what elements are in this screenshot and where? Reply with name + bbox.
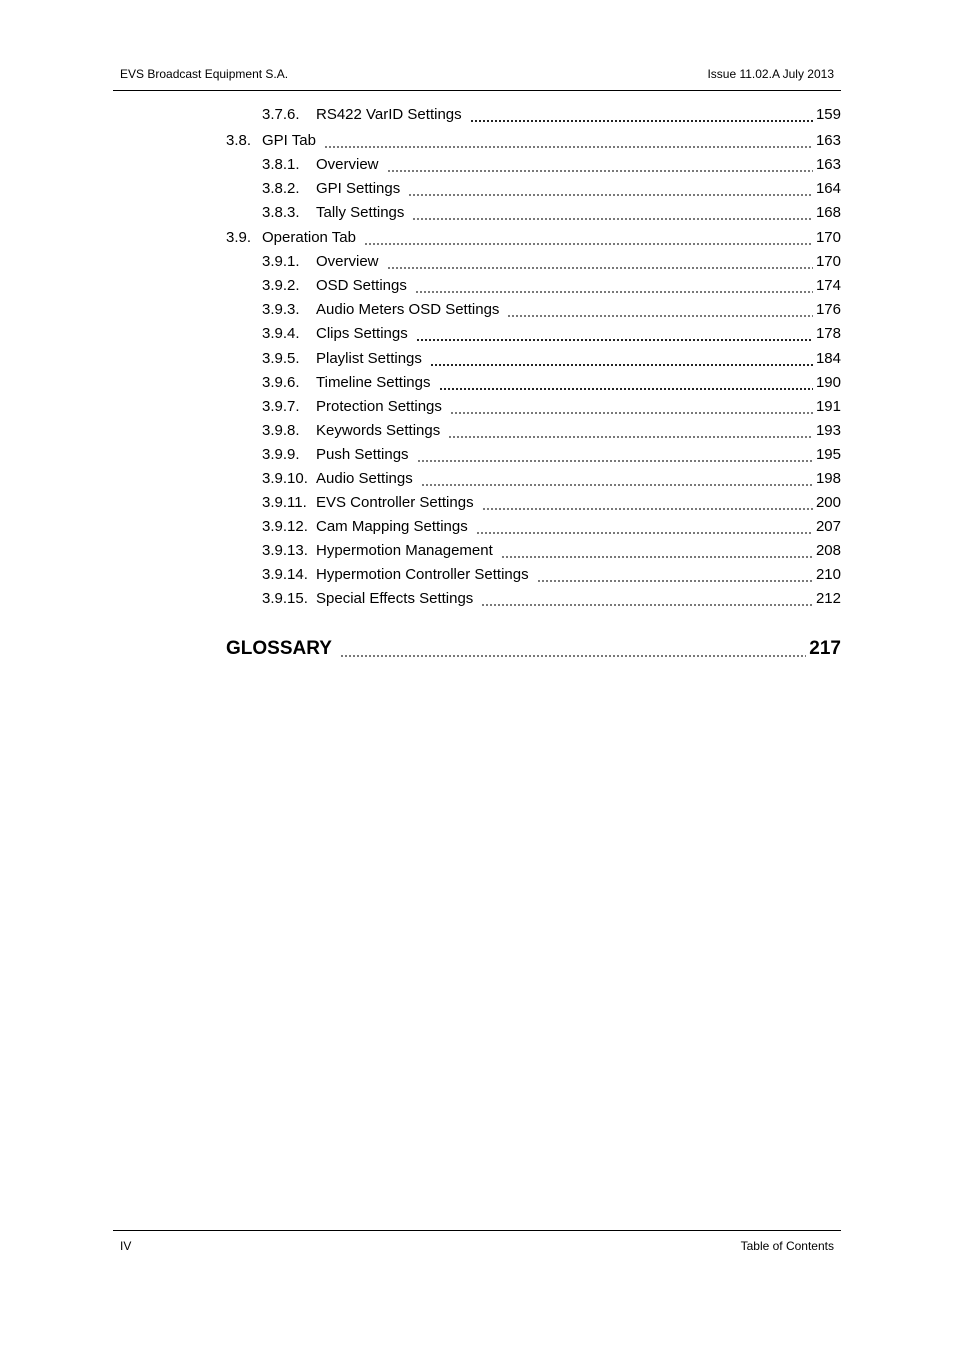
dot-leader [482,507,813,511]
toc-entry-page: 198 [815,470,841,487]
footer-section: Table of Contents [740,1239,834,1253]
toc-entry-number: 3.9.14. [262,566,308,583]
toc-entry-page: 174 [815,277,841,294]
toc-entry-number: 3.9.6. [262,374,300,391]
toc-entry[interactable] [262,494,841,516]
toc-entry[interactable] [262,350,841,372]
dot-leader [450,411,813,415]
toc-entry[interactable] [262,106,841,128]
toc-entry-page: 170 [815,253,841,270]
dot-leader [470,119,813,123]
toc-entry-number: 3.9.5. [262,350,300,367]
toc-entry-page: 178 [815,325,841,342]
toc-entry[interactable] [262,277,841,299]
dot-leader [481,603,813,607]
toc-entry-number: 3.8.2. [262,180,300,197]
toc-entry-title: EVS Controller Settings [316,494,474,511]
toc-entry-number: 3.8.1. [262,156,300,173]
dot-leader [476,531,813,535]
toc-entry-number: 3.9.8. [262,422,300,439]
toc-entry-page: 191 [815,398,841,415]
dot-leader [507,314,813,318]
toc-entry[interactable] [226,132,841,154]
toc-entry-title: Special Effects Settings [316,590,474,607]
toc-entry-number: 3.9.2. [262,277,300,294]
toc-entry[interactable] [262,180,841,202]
dot-leader [439,387,813,391]
dot-leader [416,338,813,342]
dot-leader [324,145,813,149]
toc-entry-title: Protection Settings [316,398,442,415]
toc-entry-page: 163 [815,156,841,173]
toc-entry[interactable] [262,590,841,612]
toc-entry-title: Cam Mapping Settings [316,518,468,535]
toc-entry[interactable] [262,470,841,492]
toc-entry-title: Hypermotion Management [316,542,493,559]
toc-entry-number: 3.9.10. [262,470,308,487]
toc-entry-title: RS422 VarID Settings [316,106,462,123]
toc-glossary-title: GLOSSARY [226,638,332,659]
toc-entry[interactable] [262,204,841,226]
page-header [113,60,841,91]
toc-entry-title: OSD Settings [316,277,407,294]
toc-entry-number: 3.9.7. [262,398,300,415]
toc-entry[interactable] [262,542,841,564]
toc-entry-number: 3.8. [226,132,252,149]
toc-entry[interactable] [262,398,841,420]
toc-entry-page: 193 [815,422,841,439]
toc-entry[interactable] [262,446,841,468]
toc-entry-page: 168 [815,204,841,221]
toc-entry-number: 3.9.9. [262,446,300,463]
toc-entry[interactable] [262,156,841,178]
dot-leader [415,290,813,294]
toc-entry-number: 3.9.15. [262,590,308,607]
toc-entry-number: 3.8.3. [262,204,300,221]
toc-entry-title: GPI Settings [316,180,401,197]
toc-entry-page: 163 [815,132,841,149]
dot-leader [430,363,813,367]
toc-entry[interactable] [262,422,841,444]
toc-entry-page: 195 [815,446,841,463]
toc-entry-page: 212 [815,590,841,607]
toc-entry-page: 184 [815,350,841,367]
toc-entry[interactable] [262,566,841,588]
toc-entry-title: GPI Tab [262,132,316,149]
toc-entry-number: 3.9.3. [262,301,300,318]
toc-entry-page: 164 [815,180,841,197]
toc-entry-title: Operation Tab [262,229,356,246]
toc-entry-page: 207 [815,518,841,535]
toc-entry-title: Clips Settings [316,325,408,342]
toc-entry-number: 3.9. [226,229,252,246]
toc-entry-title: Keywords Settings [316,422,441,439]
dot-leader [412,217,813,221]
toc-glossary-entry[interactable] [226,638,841,664]
toc-entry-number: 3.9.13. [262,542,308,559]
dot-leader [417,459,813,463]
toc-entry-page: 208 [815,542,841,559]
toc-entry-title: Playlist Settings [316,350,422,367]
toc-entry-number: 3.7.6. [262,106,300,123]
dot-leader [340,654,806,658]
header-company: EVS Broadcast Equipment S.A. [120,67,289,81]
toc-entry-number: 3.9.12. [262,518,308,535]
toc-entry-page: 200 [815,494,841,511]
toc-entry[interactable] [262,374,841,396]
dot-leader [387,266,813,270]
toc-entry-page: 170 [815,229,841,246]
toc-entry-number: 3.9.11. [262,494,307,511]
dot-leader [537,579,813,583]
footer-page-number: IV [120,1239,132,1253]
toc-entry[interactable] [262,518,841,540]
dot-leader [501,555,813,559]
toc-entry-title: Audio Meters OSD Settings [316,301,500,318]
toc-entry-title: Audio Settings [316,470,413,487]
toc-entry-title: Hypermotion Controller Settings [316,566,529,583]
header-issue: Issue 11.02.A July 2013 [707,67,834,81]
toc-entry-title: Tally Settings [316,204,405,221]
toc-entry-page: 190 [815,374,841,391]
toc-entry-number: 3.9.1. [262,253,300,270]
dot-leader [387,169,813,173]
toc-glossary-page: 217 [809,638,841,659]
dot-leader [364,242,813,246]
toc-entry[interactable] [262,253,841,275]
dot-leader [408,193,813,197]
toc-entry[interactable] [262,301,841,323]
dot-leader [448,435,813,439]
toc-entry-title: Timeline Settings [316,374,431,391]
toc-entry[interactable] [226,229,841,251]
toc-entry-title: Overview [316,253,379,270]
toc-entry[interactable] [262,325,841,347]
toc-entry-page: 176 [815,301,841,318]
toc-entry-page: 210 [815,566,841,583]
page-footer [113,1230,841,1253]
toc-entry-title: Push Settings [316,446,409,463]
toc-entry-number: 3.9.4. [262,325,300,342]
toc-entry-page: 159 [815,106,841,123]
dot-leader [421,483,813,487]
toc-entry-title: Overview [316,156,379,173]
